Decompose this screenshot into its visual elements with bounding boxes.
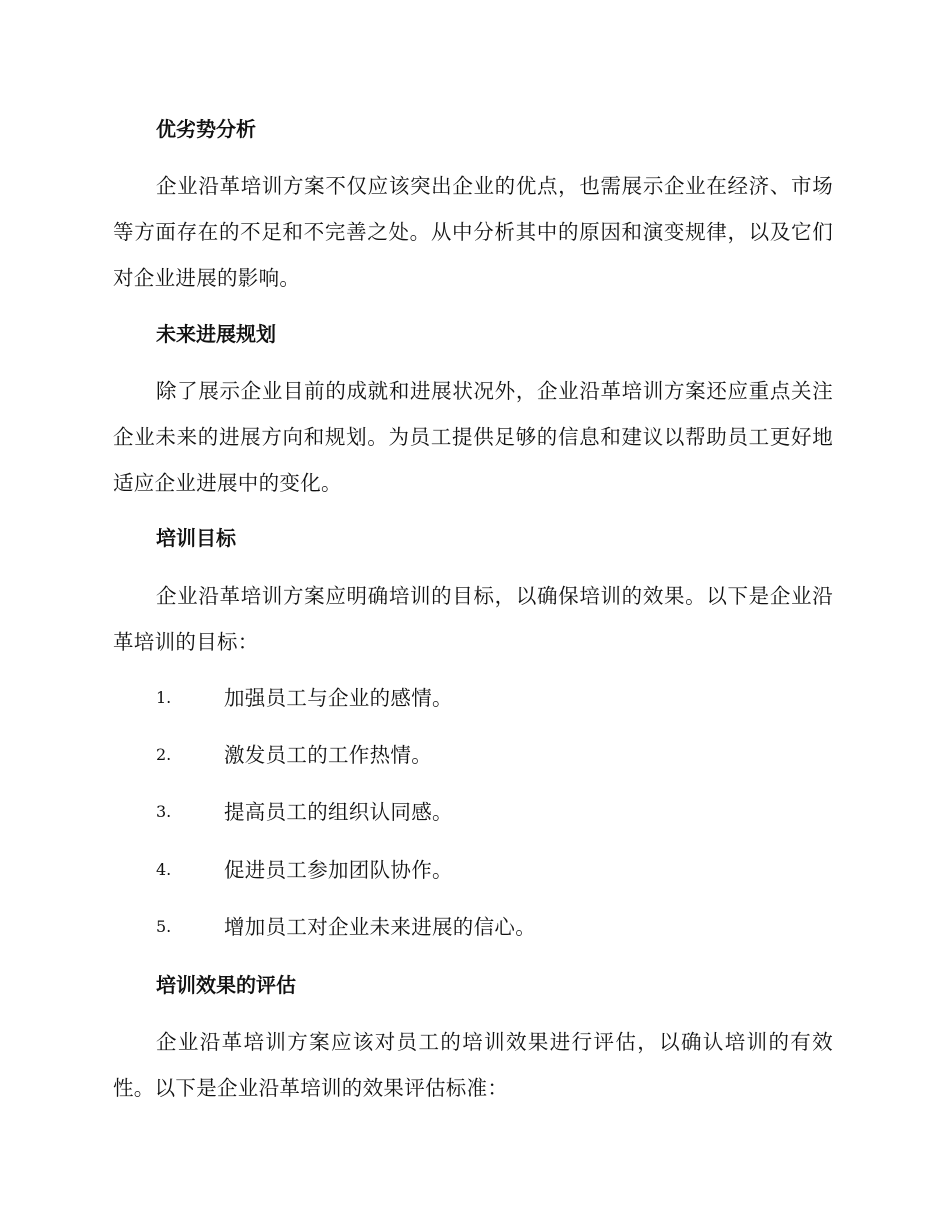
list-item [113, 847, 833, 893]
list-item-text: 促进员工参加团队协作。 [224, 858, 453, 882]
list-item-number: 5. [156, 917, 172, 936]
paragraph-training-evaluation: 企业沿革培训方案应该对员工的培训效果进行评估，以确认培训的有效性。以下是企业沿革培训的效果评估标准： [113, 1030, 833, 1100]
list-item-text: 加强员工与企业的感情。 [224, 686, 453, 710]
list-item-number: 2. [156, 745, 172, 764]
list-item-text: 提高员工的组织认同感。 [224, 800, 453, 824]
list-item-number: 1. [156, 688, 172, 707]
list-item-text: 增加员工对企业未来进展的信心。 [224, 915, 536, 939]
list-item-number: 4. [156, 860, 172, 879]
section-heading-future-plan: 未来进展规划 [156, 322, 276, 346]
list-item-number: 3. [156, 802, 172, 821]
list-item [113, 904, 833, 950]
list-item [113, 675, 833, 721]
paragraph-strengths-weaknesses: 企业沿革培训方案不仅应该突出企业的优点，也需展示企业在经济、市场等方面存在的不足和不完善之处。从中分析其中的原因和演变规律，以及它们对企业进展的影响。 [113, 174, 833, 290]
paragraph-future-plan: 除了展示企业目前的成就和进展状况外，企业沿革培训方案还应重点关注企业未来的进展方向和规划。为员工提供足够的信息和建议以帮助员工更好地适应企业进展中的变化。 [113, 379, 833, 495]
list-item [113, 789, 833, 835]
section-heading-strengths-weaknesses: 优劣势分析 [156, 117, 256, 141]
list-item [113, 732, 833, 778]
section-heading-training-evaluation: 培训效果的评估 [156, 973, 296, 997]
paragraph-training-goals: 企业沿革培训方案应明确培训的目标，以确保培训的效果。以下是企业沿革培训的目标： [113, 584, 833, 654]
section-heading-training-goals: 培训目标 [156, 526, 236, 550]
list-item-text: 激发员工的工作热情。 [224, 743, 432, 767]
